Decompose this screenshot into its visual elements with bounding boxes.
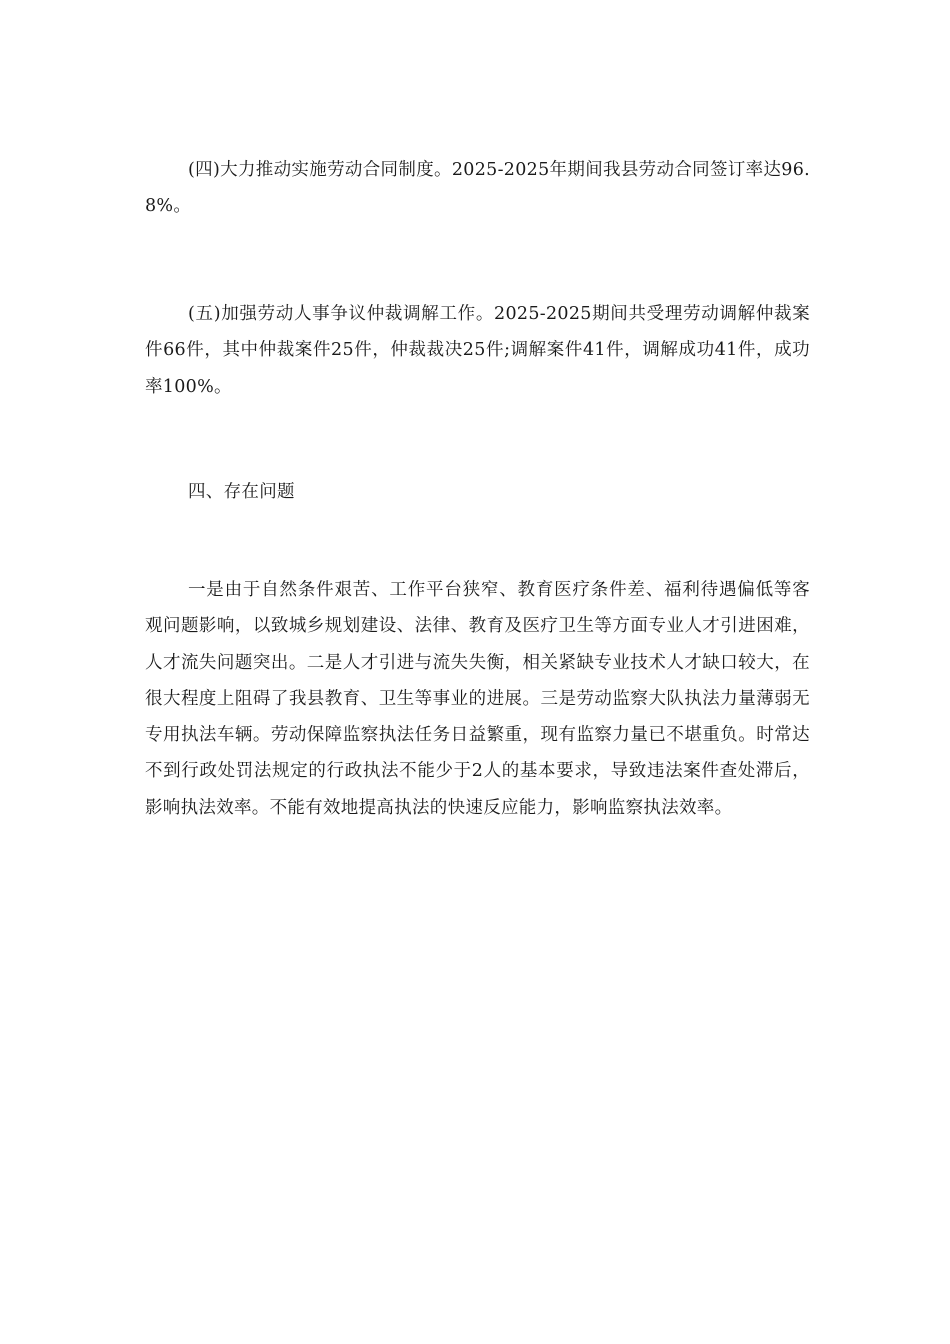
paragraph-arbitration-mediation: (五)加强劳动人事争议仲裁调解工作。2025-2025期间共受理劳动调解仲裁案件66件，其中仲裁案件25件，仲裁裁决25件;调解案件41件，调解成功41件，成功率100%。 bbox=[145, 304, 810, 397]
paragraph-labor-contract: (四)大力推动实施劳动合同制度。2025-2025年期间我县劳动合同签订率达96.8%。 bbox=[145, 160, 810, 217]
section-heading-existing-problems: 四、存在问题 bbox=[188, 482, 295, 502]
paragraph-problems-detail: 一是由于自然条件艰苦、工作平台狭窄、教育医疗条件差、福利待遇偏低等客观问题影响，以致城乡规划建设、法律、教育及医疗卫生等方面专业人才引进困难，人才流失问题突出。二是人才引进与流失失衡，相关紧缺专业技术人才缺口较大，在很大程度上阻碍了我县教育、卫生等事业的进展。三是劳动监察大队执法力量薄弱无专用执法车辆。劳动保障监察执法任务日益繁重，现有监察力量已不堪重负。时常达不到行政处罚法规定的行政执法不能少于2人的基本要求，导致违法案件查处滞后，影响执法效率。不能有效地提高执法的快速反应能力，影响监察执法效率。 bbox=[145, 580, 810, 818]
